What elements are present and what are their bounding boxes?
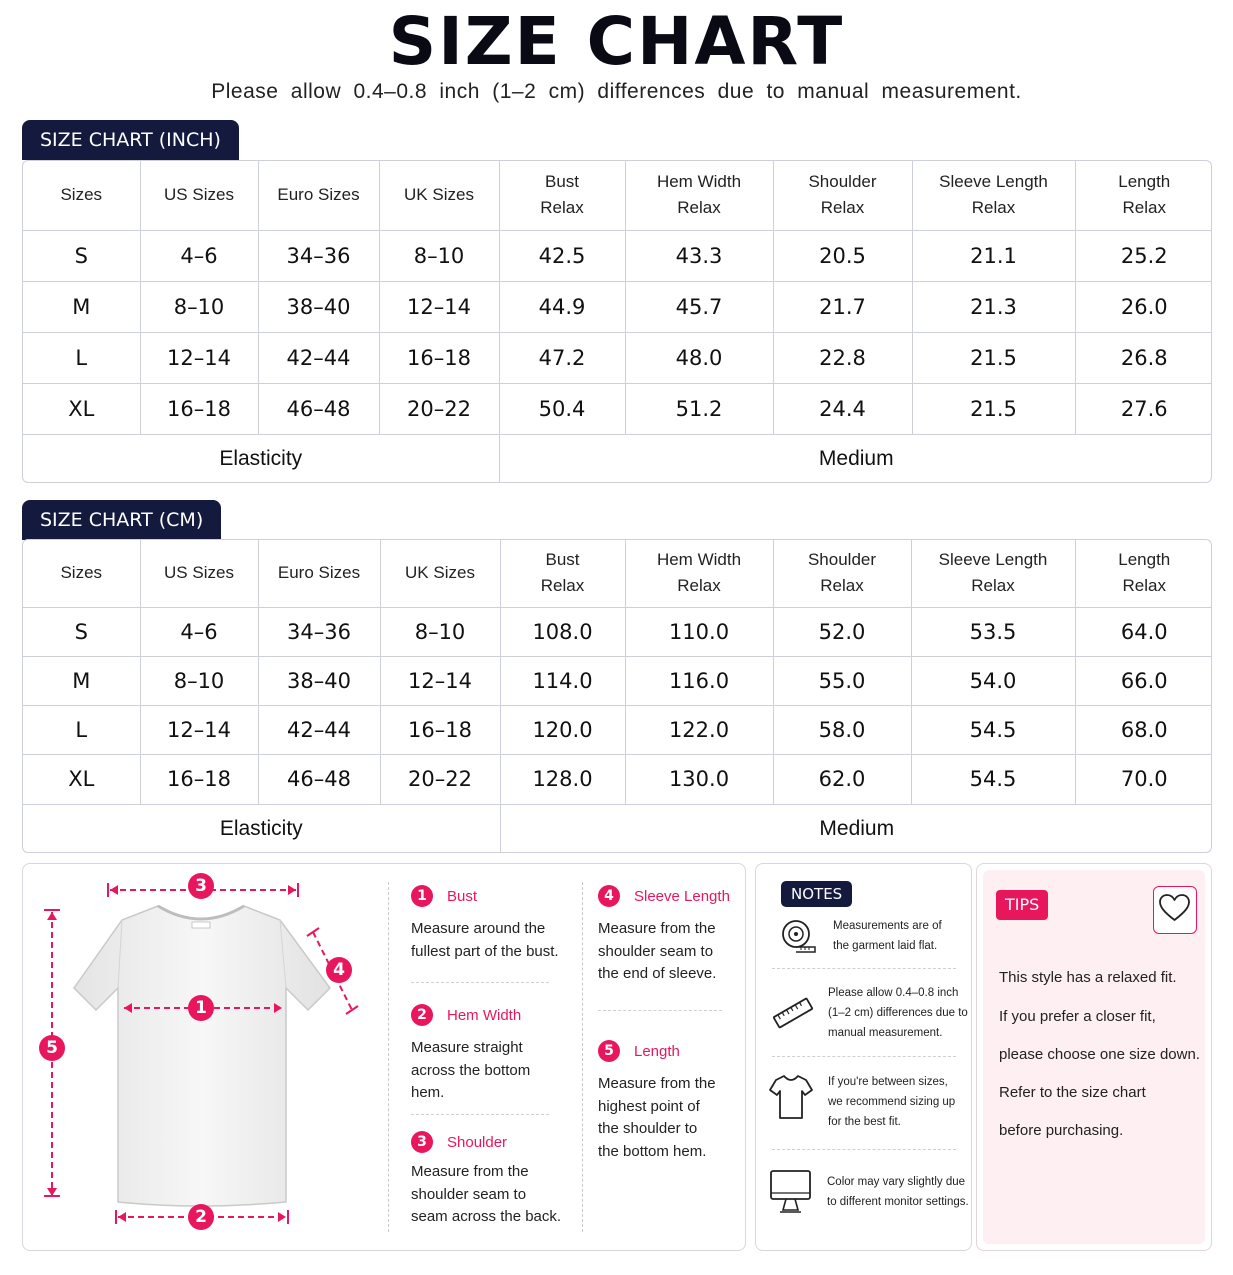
marker-bust: 1 (188, 995, 214, 1021)
column-header (140, 161, 258, 230)
heart-icon (1154, 887, 1195, 932)
tip-line: If you prefer a closer fit, (999, 1008, 1156, 1025)
table-cell: 70.0 (1075, 754, 1212, 804)
measure-number: 3 (411, 1131, 433, 1153)
divider (772, 968, 956, 969)
table-cell: 12–14 (140, 332, 258, 383)
measure-title: Hem Width (447, 1006, 522, 1024)
table-cell: 58.0 (773, 705, 911, 754)
column-header (499, 161, 625, 230)
table-row (23, 656, 1212, 705)
table-cell: 16–18 (379, 332, 499, 383)
column-header-label: Euro Sizes (277, 185, 360, 205)
column-header-label: Shoulder Relax (808, 172, 877, 218)
table-cell: 64.0 (1075, 607, 1212, 656)
table-cell: 46–48 (258, 754, 380, 804)
divider (582, 882, 583, 1232)
table-cell: 44.9 (499, 281, 625, 332)
table-cell: 38–40 (258, 656, 380, 705)
table-cell: 16–18 (140, 383, 258, 434)
divider (411, 1114, 549, 1115)
table-cell: 53.5 (911, 607, 1075, 656)
column-header (258, 161, 379, 230)
measure-hem-heading (411, 1004, 521, 1026)
column-header-label: Bust Relax (540, 172, 584, 218)
column-header (23, 161, 140, 230)
measure-title: Bust (447, 887, 478, 905)
notes-badge: NOTES (781, 881, 852, 907)
column-header (500, 540, 625, 607)
table-cell: 68.0 (1075, 705, 1212, 754)
measure-sleeve-text: Measure from the shoulder seam to the end of sleeve. (598, 920, 717, 982)
measure-bust-heading (411, 885, 477, 907)
table-cell: 55.0 (773, 656, 911, 705)
ruler-icon (771, 994, 815, 1034)
table-cell: 130.0 (625, 754, 773, 804)
table-row (23, 281, 1212, 332)
elasticity-label: Elasticity (23, 434, 499, 483)
divider (772, 1149, 956, 1150)
tape-measure-icon (779, 916, 817, 954)
table-cell: 114.0 (500, 656, 625, 705)
column-header-label: Length Relax (1118, 550, 1171, 596)
page-title: SIZE CHART (388, 3, 845, 80)
table-cell: 12–14 (380, 656, 500, 705)
table-cell: 108.0 (500, 607, 625, 656)
measure-sleeve-heading (598, 885, 730, 907)
table-cell: 47.2 (499, 332, 625, 383)
column-header (773, 161, 912, 230)
table-cell: 21.3 (912, 281, 1075, 332)
column-header (379, 161, 499, 230)
table-cell: 42–44 (258, 332, 379, 383)
note-text: If you're between sizes, we recommend sizing up for the best fit. (828, 1076, 956, 1128)
page-subtitle: Please allow 0.4–0.8 inch (1–2 cm) differences due to manual measurement. (211, 80, 1022, 103)
column-header (258, 540, 380, 607)
table-cell: 12–14 (140, 705, 258, 754)
table-cell: 46–48 (258, 383, 379, 434)
table-cell: 116.0 (625, 656, 773, 705)
column-header-label: Hem Width Relax (656, 550, 742, 596)
tshirt-icon (768, 1072, 814, 1120)
column-header-label: Sleeve Length Relax (938, 550, 1048, 596)
column-header-label: Hem Width Relax (656, 172, 742, 218)
note-text: Measurements are of the garment laid flat. (833, 920, 942, 952)
elasticity-value: Medium (499, 434, 1212, 483)
table-cell: 48.0 (625, 332, 773, 383)
column-header-label: US Sizes (164, 563, 234, 583)
table-cell: 16–18 (140, 754, 258, 804)
table-cell: 25.2 (1075, 230, 1212, 281)
table-cell: 54.0 (911, 656, 1075, 705)
monitor-icon (768, 1168, 814, 1216)
size-cell: S (23, 230, 140, 281)
column-header-label: Sleeve Length Relax (939, 172, 1048, 218)
table-cell: 20–22 (380, 754, 500, 804)
marker-length: 5 (39, 1035, 65, 1061)
column-header-label: Shoulder Relax (807, 550, 877, 596)
table-cell: 16–18 (380, 705, 500, 754)
measure-title: Sleeve Length (634, 887, 730, 905)
table-cell: 122.0 (625, 705, 773, 754)
table-cell: 21.7 (773, 281, 912, 332)
table-cell: 128.0 (500, 754, 625, 804)
table-cell: 27.6 (1075, 383, 1212, 434)
size-cell: L (23, 705, 140, 754)
measure-shoulder-heading (411, 1131, 507, 1153)
inch-table-tab: SIZE CHART (INCH) (22, 120, 239, 160)
column-header-label: UK Sizes (405, 563, 475, 583)
column-header (1075, 540, 1212, 607)
table-cell: 50.4 (499, 383, 625, 434)
table-cell: 24.4 (773, 383, 912, 434)
size-cell: L (23, 332, 140, 383)
marker-sleeve: 4 (326, 957, 352, 983)
table-cell: 45.7 (625, 281, 773, 332)
column-header-label: Euro Sizes (277, 563, 361, 583)
note-text: Please allow 0.4–0.8 inch (1–2 cm) differences due to manual measurement. (828, 987, 968, 1039)
table-cell: 12–14 (379, 281, 499, 332)
table-row (23, 230, 1212, 281)
size-cell: XL (23, 754, 140, 804)
table-cell: 66.0 (1075, 656, 1212, 705)
table-row (23, 754, 1212, 804)
size-cell: S (23, 607, 140, 656)
tip-line: Refer to the size chart (999, 1084, 1146, 1101)
elasticity-value: Medium (500, 804, 1212, 853)
column-header-label: Sizes (60, 563, 103, 583)
table-row (23, 332, 1212, 383)
table-cell: 52.0 (773, 607, 911, 656)
measure-number: 2 (411, 1004, 433, 1026)
size-cell: M (23, 281, 140, 332)
inch-size-table (22, 160, 1212, 483)
table-cell: 8–10 (379, 230, 499, 281)
size-cell: M (23, 656, 140, 705)
table-cell: 42.5 (499, 230, 625, 281)
measure-number: 5 (598, 1040, 620, 1062)
column-header-label: Bust Relax (540, 550, 585, 596)
tips-badge: TIPS (996, 890, 1048, 920)
table-cell: 34–36 (258, 607, 380, 656)
table-cell: 54.5 (911, 754, 1075, 804)
table-cell: 4–6 (140, 230, 258, 281)
column-header (380, 540, 500, 607)
measure-hem-text: Measure straight across the bottom hem. (411, 1039, 531, 1101)
marker-shoulder: 3 (188, 873, 214, 899)
cm-table-tab: SIZE CHART (CM) (22, 500, 221, 540)
table-cell: 4–6 (140, 607, 258, 656)
column-header (1075, 161, 1212, 230)
marker-hem: 2 (188, 1204, 214, 1230)
measure-number: 4 (598, 885, 620, 907)
table-cell: 21.1 (912, 230, 1075, 281)
table-cell: 21.5 (912, 383, 1075, 434)
table-cell: 26.8 (1075, 332, 1212, 383)
table-row (23, 607, 1212, 656)
measure-number: 1 (411, 885, 433, 907)
column-header (625, 540, 773, 607)
table-cell: 20.5 (773, 230, 912, 281)
table-cell: 51.2 (625, 383, 773, 434)
table-cell: 42–44 (258, 705, 380, 754)
divider (598, 1010, 722, 1011)
size-cell: XL (23, 383, 140, 434)
table-cell: 54.5 (911, 705, 1075, 754)
table-cell: 20–22 (379, 383, 499, 434)
table-cell: 8–10 (140, 281, 258, 332)
table-cell: 8–10 (140, 656, 258, 705)
column-header-label: US Sizes (164, 185, 234, 205)
tip-line: This style has a relaxed fit. (999, 969, 1177, 986)
column-header (912, 161, 1075, 230)
table-row (23, 705, 1212, 754)
table-cell: 38–40 (258, 281, 379, 332)
table-row (23, 383, 1212, 434)
table-cell: 110.0 (625, 607, 773, 656)
column-header-label: UK Sizes (404, 185, 474, 205)
table-cell: 34–36 (258, 230, 379, 281)
note-text: Color may vary slightly due to different monitor settings. (827, 1176, 969, 1208)
table-cell: 62.0 (773, 754, 911, 804)
column-header-label: Sizes (60, 185, 103, 205)
measure-length-text: Measure from the highest point of the shoulder to the bottom hem. (598, 1075, 716, 1160)
measure-bust-text: Measure around the fullest part of the bust. (411, 920, 559, 960)
cm-size-table (22, 539, 1212, 853)
heart-icon-box (1153, 886, 1197, 934)
table-cell: 22.8 (773, 332, 912, 383)
measure-length-heading (598, 1040, 680, 1062)
divider (772, 1056, 956, 1057)
column-header-label: Length Relax (1118, 172, 1171, 218)
column-header (911, 540, 1075, 607)
column-header (23, 540, 140, 607)
tip-line: please choose one size down. (999, 1046, 1200, 1063)
table-cell: 43.3 (625, 230, 773, 281)
measure-shoulder-text: Measure from the shoulder seam to seam across the back. (411, 1163, 562, 1225)
table-cell: 21.5 (912, 332, 1075, 383)
divider (411, 982, 549, 983)
measure-title: Length (634, 1042, 680, 1060)
table-cell: 120.0 (500, 705, 625, 754)
tshirt-diagram-icon (30, 870, 375, 1240)
divider (388, 882, 389, 1232)
table-cell: 26.0 (1075, 281, 1212, 332)
table-cell: 8–10 (380, 607, 500, 656)
tip-line: before purchasing. (999, 1122, 1124, 1139)
elasticity-label: Elasticity (23, 804, 500, 853)
column-header (625, 161, 773, 230)
column-header (140, 540, 258, 607)
column-header (773, 540, 911, 607)
measure-title: Shoulder (447, 1133, 508, 1151)
